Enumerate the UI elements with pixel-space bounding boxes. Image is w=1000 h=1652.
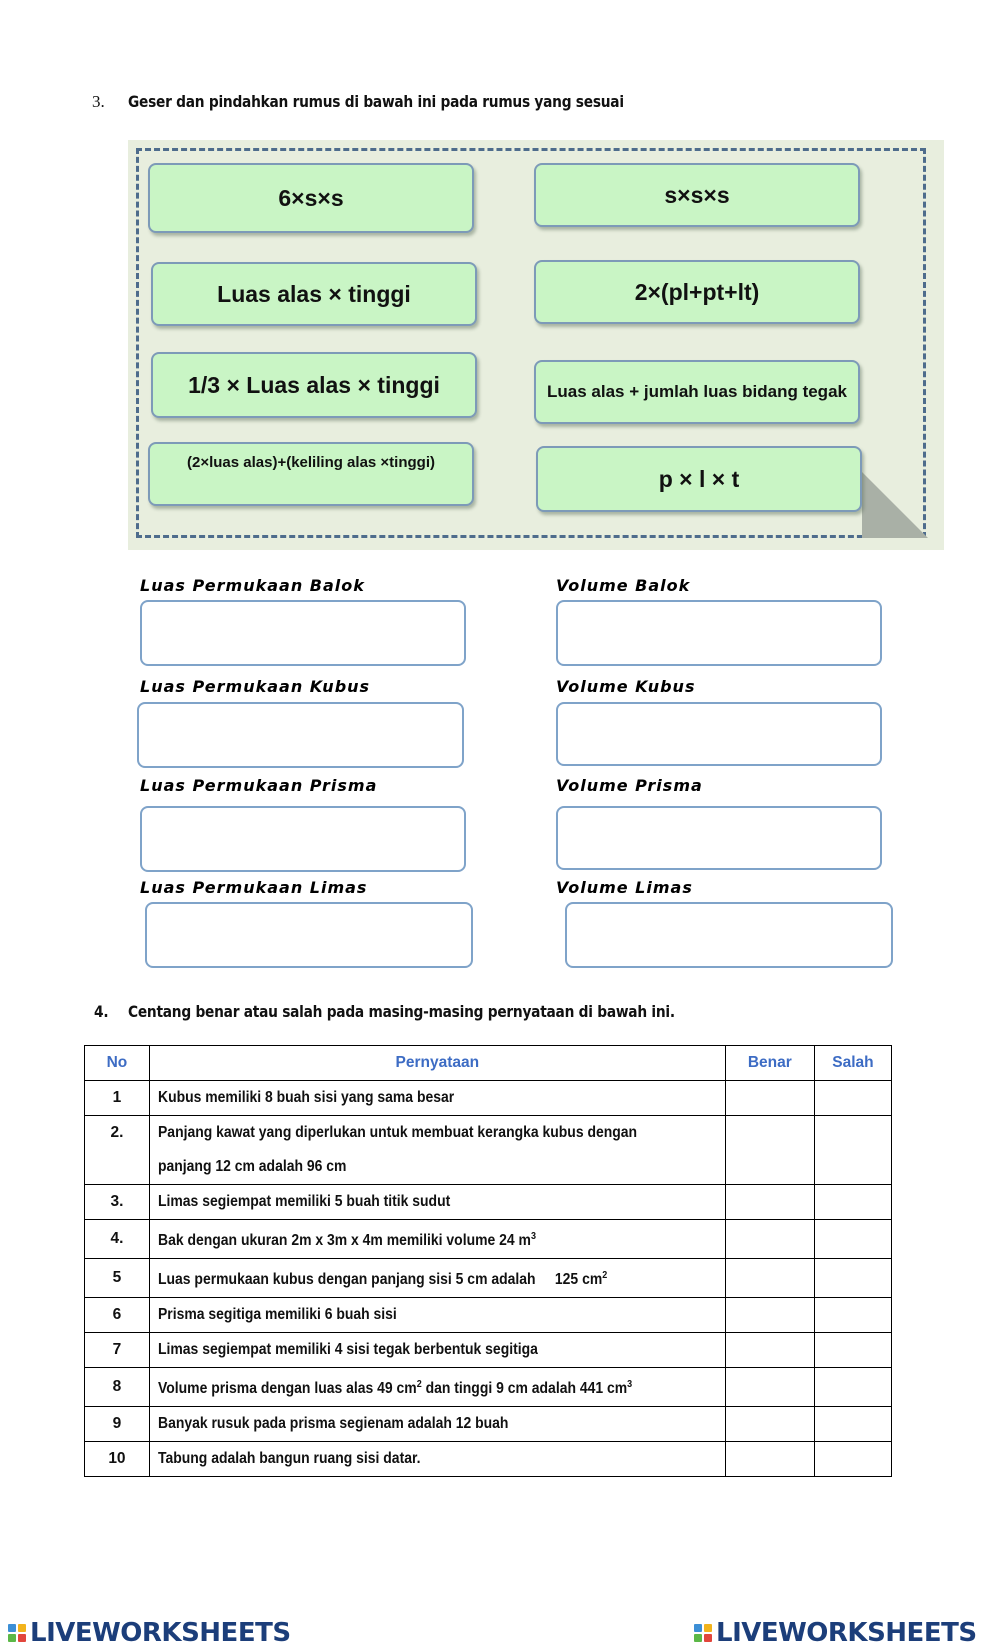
formula-tile-volume-limas[interactable]: 1/3 × Luas alas × tinggi	[151, 352, 477, 418]
table-row	[85, 1298, 892, 1333]
row-statement: Limas segiempat memiliki 5 buah titik sudut	[149, 1185, 725, 1220]
question-4-number: 4.	[94, 1002, 109, 1021]
page-curl-decoration	[862, 472, 928, 538]
header-salah: Salah	[814, 1046, 891, 1081]
row-number: 1	[85, 1081, 150, 1116]
label-luas-permukaan-prisma: Luas Permukaan Prisma	[140, 776, 378, 795]
salah-checkbox[interactable]	[814, 1333, 891, 1368]
liveworksheets-logo-left	[8, 1618, 291, 1648]
row-number: 7	[85, 1333, 150, 1368]
formula-tile-luas-alas-tinggi[interactable]: Luas alas × tinggi	[151, 262, 477, 326]
benar-checkbox[interactable]	[725, 1185, 814, 1220]
label-luas-permukaan-limas: Luas Permukaan Limas	[140, 878, 368, 897]
question-3-text: Geser dan pindahkan rumus di bawah ini pada rumus yang sesuai	[128, 92, 624, 111]
benar-checkbox[interactable]	[725, 1116, 814, 1185]
row-statement: Luas permukaan kubus dengan panjang sisi 5 cm adalah 125 $cm^2$	[149, 1259, 725, 1298]
table-row	[85, 1081, 892, 1116]
row-statement: Banyak rusuk pada prisma segienam adalah 12 buah	[149, 1407, 725, 1442]
drop-luas-permukaan-limas[interactable]	[145, 902, 473, 968]
header-no: No	[85, 1046, 150, 1081]
drop-luas-permukaan-prisma[interactable]	[140, 806, 466, 872]
table-header-row	[85, 1046, 892, 1081]
salah-checkbox[interactable]	[814, 1220, 891, 1259]
salah-checkbox[interactable]	[814, 1081, 891, 1116]
label-volume-prisma: Volume Prisma	[556, 776, 703, 795]
row-number: 3.	[85, 1185, 150, 1220]
row-statement: Bak dengan ukuran 2m x 3m x 4m memiliki volume 24 $m^3$	[149, 1220, 725, 1259]
table-row	[85, 1220, 892, 1259]
row-number: 2.	[85, 1116, 150, 1185]
table-row	[85, 1116, 892, 1185]
table-row	[85, 1185, 892, 1220]
row-number: 5	[85, 1259, 150, 1298]
benar-checkbox[interactable]	[725, 1298, 814, 1333]
statement-table	[84, 1045, 892, 1477]
label-volume-kubus: Volume Kubus	[556, 677, 696, 696]
benar-checkbox[interactable]	[725, 1333, 814, 1368]
table-row	[85, 1333, 892, 1368]
table-row	[85, 1407, 892, 1442]
row-number: 4.	[85, 1220, 150, 1259]
formula-tile-luas-balok[interactable]: 2×(pl+pt+lt)	[534, 260, 860, 324]
row-statement: Limas segiempat memiliki 4 sisi tegak berbentuk segitiga	[149, 1333, 725, 1368]
label-volume-limas: Volume Limas	[556, 878, 693, 897]
row-statement: Kubus memiliki 8 buah sisi yang sama besar	[149, 1081, 725, 1116]
row-statement: Prisma segitiga memiliki 6 buah sisi	[149, 1298, 725, 1333]
row-number: 10	[85, 1442, 150, 1477]
formula-tile-luas-prisma[interactable]: (2×luas alas)+(keliling alas ×tinggi)	[148, 442, 474, 506]
header-pernyataan: Pernyataan	[149, 1046, 725, 1081]
salah-checkbox[interactable]	[814, 1442, 891, 1477]
table-row	[85, 1368, 892, 1407]
salah-checkbox[interactable]	[814, 1185, 891, 1220]
drop-volume-prisma[interactable]	[556, 806, 882, 870]
benar-checkbox[interactable]	[725, 1368, 814, 1407]
label-volume-balok: Volume Balok	[556, 576, 691, 595]
table-row	[85, 1442, 892, 1477]
formula-tile-luas-kubus[interactable]: 6×s×s	[148, 163, 474, 233]
salah-checkbox[interactable]	[814, 1116, 891, 1185]
salah-checkbox[interactable]	[814, 1368, 891, 1407]
brand-text: LIVEWORKSHEETS	[716, 1618, 977, 1648]
row-statement: Tabung adalah bangun ruang sisi datar.	[149, 1442, 725, 1477]
salah-checkbox[interactable]	[814, 1298, 891, 1333]
benar-checkbox[interactable]	[725, 1081, 814, 1116]
benar-checkbox[interactable]	[725, 1259, 814, 1298]
liveworksheets-logo-right	[694, 1618, 977, 1648]
drop-volume-balok[interactable]	[556, 600, 882, 666]
benar-checkbox[interactable]	[725, 1220, 814, 1259]
liveworksheets-mark-icon	[694, 1624, 712, 1642]
row-statement: Volume prisma dengan luas alas 49 $cm^2$ dan tinggi 9 cm adalah 441 $cm^3$	[149, 1368, 725, 1407]
formula-tile-volume-balok[interactable]: p × l × t	[536, 446, 862, 512]
drop-luas-permukaan-balok[interactable]	[140, 600, 466, 666]
label-luas-permukaan-kubus: Luas Permukaan Kubus	[140, 677, 371, 696]
label-luas-permukaan-balok: Luas Permukaan Balok	[140, 576, 365, 595]
row-number: 6	[85, 1298, 150, 1333]
question-4-text: Centang benar atau salah pada masing-masing pernyataan di bawah ini.	[128, 1002, 675, 1021]
brand-text: LIVEWORKSHEETS	[30, 1618, 291, 1648]
drop-luas-permukaan-kubus[interactable]	[137, 702, 464, 768]
liveworksheets-mark-icon	[8, 1624, 26, 1642]
formula-tile-luas-limas[interactable]: Luas alas + jumlah luas bidang tegak	[534, 360, 860, 424]
benar-checkbox[interactable]	[725, 1407, 814, 1442]
row-number: 8	[85, 1368, 150, 1407]
salah-checkbox[interactable]	[814, 1407, 891, 1442]
drop-volume-kubus[interactable]	[556, 702, 882, 766]
benar-checkbox[interactable]	[725, 1442, 814, 1477]
drop-volume-limas[interactable]	[565, 902, 893, 968]
salah-checkbox[interactable]	[814, 1259, 891, 1298]
table-row	[85, 1259, 892, 1298]
row-number: 9	[85, 1407, 150, 1442]
row-statement: Panjang kawat yang diperlukan untuk membuat kerangka kubus dengan panjang 12 cm adalah 96 cm	[149, 1116, 725, 1185]
formula-tile-volume-kubus[interactable]: s×s×s	[534, 163, 860, 227]
header-benar: Benar	[725, 1046, 814, 1081]
question-3-number: 3.	[92, 92, 105, 111]
